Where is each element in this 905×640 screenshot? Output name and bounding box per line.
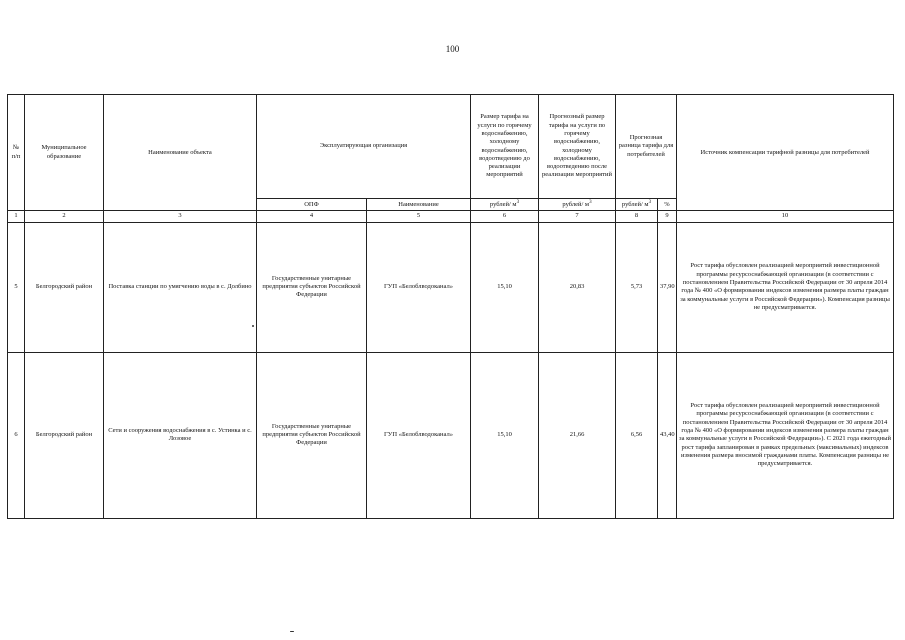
header-row [8, 95, 894, 199]
header-object: Наименование объекта [104, 95, 257, 211]
row-tariff-after: 21,66 [539, 352, 616, 518]
row-no: 6 [8, 352, 25, 518]
scan-speck [252, 325, 254, 327]
row-compensation: Рост тарифа обусловлен реализацией мероприятий инвестиционной программы ресурсоснабжающей организации (в соответствии с постановлением Правительства Российской Федерации от 30 апреля 2014 года № 400 «О формировании индексов изменения размера платы граждан за коммунальные услуги в Российской Федерации»). Компенсация разницы не предусматривается. [677, 222, 894, 352]
column-number: 7 [539, 211, 616, 222]
column-number: 1 [8, 211, 25, 222]
header-name: Наименование [367, 199, 471, 211]
row-object: Сети и сооружения водоснабжения в с. Устинка и с. Лозовое [104, 352, 257, 518]
header-unit-after: рублей/ $м^3$ [539, 199, 616, 211]
header-no: № п/п [8, 95, 25, 211]
header-unit-before: рублей/ $м^3$ [471, 199, 539, 211]
tariff-table [7, 94, 894, 519]
table-row [8, 222, 894, 352]
column-number: 9 [658, 211, 677, 222]
header-forecast-diff: Прогнозная разница тарифа для потребителей [616, 95, 677, 199]
row-diff-rub: 5,73 [616, 222, 658, 352]
row-compensation: Рост тарифа обусловлен реализацией мероприятий инвестиционной программы ресурсоснабжающей организации (в соответствии с постановлением Правительства Российской Федерации от 30 апреля 2014 года № 400 «О формировании индексов изменения размера платы граждан за коммунальные услуги в Российской Федерации»). С 2021 года ежегодный рост тарифа запланирован в рамках предельных (максимальных) индексов изменения размера вносимой гражданами платы. Компенсация разницы не предусматривается. [677, 352, 894, 518]
row-opf: Государственные унитарные предприятия субъектов Российской Федерации [257, 352, 367, 518]
row-no: 5 [8, 222, 25, 352]
header-municipality: Муниципальное образование [25, 95, 104, 211]
row-object: Поставка станции по умягчению воды в с. Долбино [104, 222, 257, 352]
header-percent: % [658, 199, 677, 211]
column-number: 2 [25, 211, 104, 222]
row-tariff-after: 20,83 [539, 222, 616, 352]
row-tariff-before: 15,10 [471, 222, 539, 352]
header-unit-diff: рублей/ $м^3$ [616, 199, 658, 211]
row-diff-pct: 43,40 [658, 352, 677, 518]
column-number: 4 [257, 211, 367, 222]
row-org-name: ГУП «Белоблводоканал» [367, 222, 471, 352]
column-number: 8 [616, 211, 658, 222]
row-org-name: ГУП «Белоблводоканал» [367, 352, 471, 518]
header-forecast-size: Прогнозный размер тарифа на услуги по горячему водоснабжению, холодному водоснабжению, водоотведению после реализации мероприятий [539, 95, 616, 199]
header-compensation: Источник компенсации тарифной разницы для потребителей [677, 95, 894, 211]
column-number: 6 [471, 211, 539, 222]
row-diff-rub: 6,56 [616, 352, 658, 518]
page-number: 100 [445, 44, 460, 54]
header-tariff-size: Размер тарифа на услуги по горячему водоснабжению, холодному водоснабжению, водоотведению до реализации мероприятий [471, 95, 539, 199]
row-opf: Государственные унитарные предприятия субъектов Российской Федерации [257, 222, 367, 352]
scan-speck [290, 631, 294, 632]
row-municipality: Белгородский район [25, 222, 104, 352]
header-opf: ОПФ [257, 199, 367, 211]
row-diff-pct: 37,90 [658, 222, 677, 352]
column-numbers-row [8, 211, 894, 222]
column-number: 5 [367, 211, 471, 222]
table-row [8, 352, 894, 518]
row-tariff-before: 15,10 [471, 352, 539, 518]
row-municipality: Белгородский район [25, 352, 104, 518]
column-number: 10 [677, 211, 894, 222]
column-number: 3 [104, 211, 257, 222]
header-operator: Эксплуатирующая организация [257, 95, 471, 199]
